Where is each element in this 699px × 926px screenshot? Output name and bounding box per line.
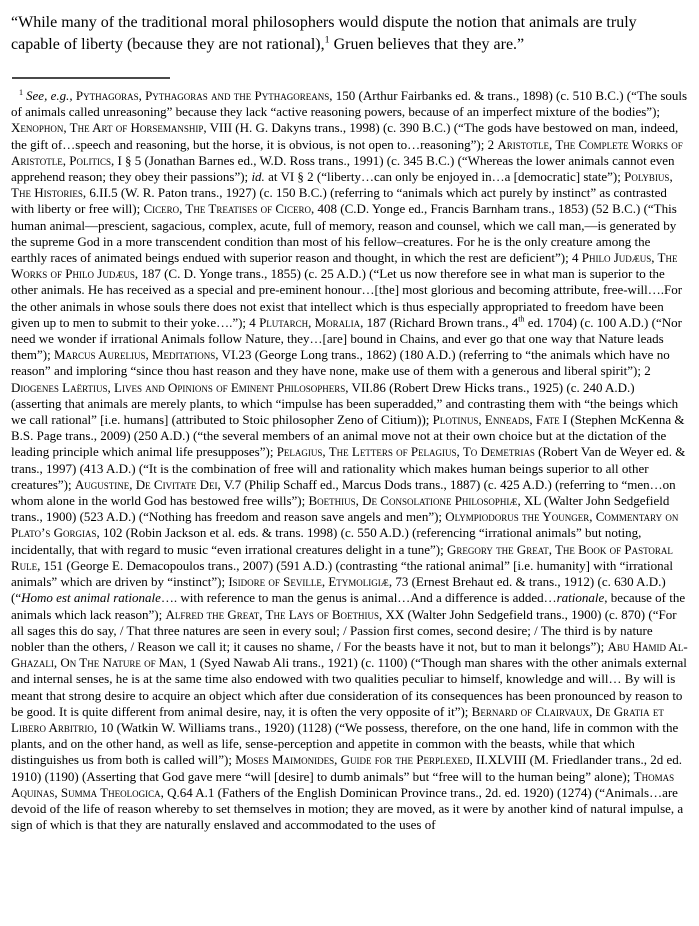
footnote-number: 1	[19, 87, 24, 97]
pull-quote	[11, 12, 688, 56]
quote-text-after-marker: Gruen believes that they are.”	[329, 36, 525, 53]
footnote-text: See, e.g., Pythagoras, Pythagoras and the Pythagoreans, 150 (Arthur Fairbanks ed. & trans., 1898) (c. 510 B.C.) (“The souls of animals called unreasoning” because they lack “active reasoning powers, because of an imperfect mixture of the bodies”); Xenophon, The Art of Horsemanship, VIII (H. G. Dakyns trans., 1998) (c. 390 B.C.) (“The gods have bestowed on man, indeed, the gift of…speech and reasoning, but the horse, it is obvious, is not open to…reasoning”); 2 Aristotle, The Complete Works of Aristotle, Politics, I § 5 (Jonathan Barnes ed., W.D. Ross trans., 1991) (c. 345 B.C.) (“Whereas the lower animals cannot even apprehend reason; they obey their passions”); id. at VI § 2 (“liberty…can only be enjoyed in…a [democratic] state”); Polybius, The Histories, 6.II.5 (W. R. Paton trans., 1927) (c. 150 B.C.) (referring to “animals which act purely by instinct” as contrasted with liberty or free will); Cicero, The Treatises of Cicero, 408 (C.D. Yonge ed., Francis Barnham trans., 1853) (52 B.C.) (“This human animal—prescient, sagacious, complex, acute, full of memory, reason and counsel, which we call man,—is generated by the supreme God in a more transcendent condition than most of his fellow–creatures. For he is the only creature among the earthly races of animated beings endued with superior reason and thought, in which the rest are deficient”); 4 Philo Judæus, The Works of Philo Judæus, 187 (C. D. Yonge trans., 1855) (c. 25 A.D.) (“Let us now therefore see in what man is superior to the other animals. He has received as a special and pre-eminent honour…[the] most glorious and becoming attribute, free-will….For the other animals in whose souls there does not exist that intellect which is thus especially appropriated to freedom have been given up to men to submit to their yoke….”); 4 Plutarch, Moralia, 187 (Richard Brown trans., 4th ed. 1704) (c. 100 A.D.) (“Nor need we wonder if irrational Animals follow Nature, they…[are] bound in Chains, and ever go that one way that Nature leads them”); Marcus Aurelius, Meditations, VI.23 (George Long trans., 1862) (180 A.D.) (referring to “the animals which have no reason” and imploring “since thou hast reason and they have none, make use of them with a generous and liberal spirit”); 2 Diogenes Laërtius, Lives and Opinions of Eminent Philosophers, VII.86 (Robert Drew Hicks trans., 1925) (c. 240 A.D.) (asserting that animals are merely plants, to which “impulse has been superadded,” and contrasting them with “the beings which we call rational” [i.e. humans] (attributed to Stoic philosopher Zeno of Citium)); Plotinus, Enneads, Fate I (Stephen McKenna & B.S. Page trans., 2009) (250 A.D.) (“the several members of an animal move not at their own choice but at the dictation of the leading principle which animal life presupposes”); Pelagius, The Letters of Pelagius, To Demetrias (Robert Van de Weyer ed. & trans., 1997) (413 A.D.) (“It is the combination of free will and rationality which makes human beings superior to all other creatures”); Augustine, De Civitate Dei, V.7 (Philip Schaff ed., Marcus Dods trans., 1887) (c. 425 A.D.) (referring to “men…on whom alone in the world God has bestowed free wills”); Boethius, De Consolatione Philosophiæ, XL (Walter John Sedgefield trans., 1900) (523 A.D.) (“Nothing has freedom and reason save angels and men”); Olympiodorus the Younger, Commentary on Plato’s Gorgias, 102 (Robin Jackson et al. eds. & trans. 1998) (c. 550 A.D.) (referencing “irrational animals” but noting, incidentally, that with regard to music “even irrational creatures delight in a tune”); Gregory the Great, The Book of Pastoral Rule, 151 (George E. Demacopoulos trans., 2007) (591 A.D.) (contrasting “the rational animal” [i.e. humanity] with “irrational animals” which are driven by “instinct”); Isidore of Seville, Etymoligiæ, 73 (Ernest Brehaut ed. & trans., 1912) (c. 630 A.D.) (“Homo est animal rationale…. with reference to man the genus is animal…And a difference is added…rationale, because of the animals which lack reason”); Alfred the Great, The Lays of Boethius, XX (Walter John Sedgefield trans., 1900) (c. 870) (“For all sages this do say, / That three natures are seen in every soul; / Passion first comes, second desire; / The third is by nature nobler than the others, / Reason we call it; it causes no shame, / For the beasts have it not, but to man it belongs”); Abu Hamid Al-Ghazali, On The Nature of Man, 1 (Syed Nawab Ali trans., 1921) (c. 1100) (“Though man shares with the other animals external and internal senses, he is at the same time also endowed with two qualities peculiar to himself, knowledge and will… By will is meant that strong desire to acquire an object which after due consideration of its consequences has been pronounced by reason to be good. It is quite different from animal desire, nay, it is often the very opposite of it”); Bernard of Clairvaux, De Gratia et Libero Arbitrio, 10 (Watkin W. Williams trans., 1920) (1128) (“We possess, therefore, on the one hand, life in common with the plants, and on the other hand, as well as life, sense-perception and appetite in common with the beasts, while that which distinguishes us from both is called will”); Moses Maimonides, Guide for the Perplexed, II.XLVIII (M. Friedlander trans., 2d ed. 1910) (1190) (Asserting that God gave mere “will [desire] to dumb animals” but “free will to the human being” alone); Thomas Aquinas, Summa Theologica, Q.64 A.1 (Fathers of the English Dominican Province trans., 2d. ed. 1920) (1274) (“Animals…are devoid of the life of reason whereby to set themselves in motion; they are moved, as it were by another kind of natural impulse, a sign of which is that they are naturally enslaved and accommodated to the uses of	[11, 88, 688, 833]
quote-text-before-marker: “While many of the traditional moral philosophers would dispute the notion that animals are truly capable of liberty (because they are not rational),	[11, 14, 637, 53]
footnote-reference-superscript: 1	[324, 34, 330, 46]
footnote-1	[11, 88, 688, 833]
footnote-separator-rule	[12, 77, 170, 79]
